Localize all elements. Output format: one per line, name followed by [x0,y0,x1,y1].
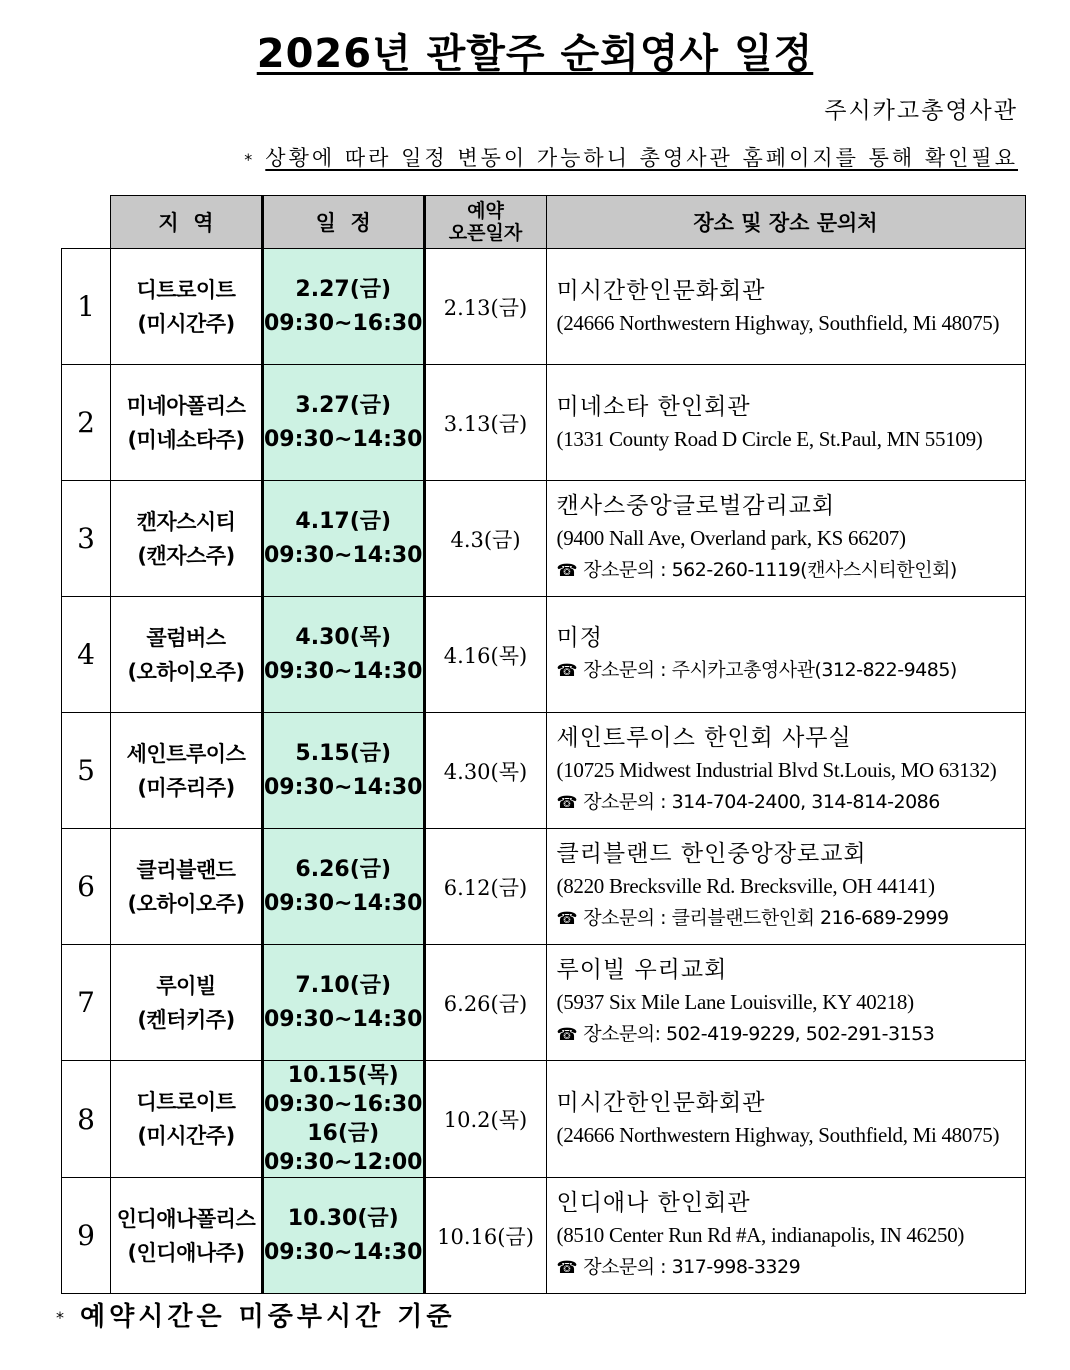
contact-text: 장소문의 : 주시카고총영사관(312-822-9485) [583,659,957,681]
header-blank [62,196,111,249]
region-city: 미네아폴리스 [126,393,246,418]
schedule-cell [263,945,425,1061]
place-name: 루이빌 우리교회 [556,957,728,983]
place-address: (24666 Northwestern Highway, Southfield, Mi 48075) [556,310,1000,335]
schedule-line: 09:30~14:30 [264,1006,423,1032]
schedule-line: 09:30~16:30 [264,1092,423,1117]
notice [244,142,1018,172]
header-schedule: 일 정 [263,196,425,249]
place-address: (9400 Nall Ave, Overland park, KS 66207) [556,526,906,550]
region-city: 루이빌 [156,973,216,998]
schedule-line: 09:30~14:30 [264,890,423,916]
place-contact [557,902,1025,935]
schedule-line: 09:30~14:30 [264,426,423,452]
place-address: (10725 Midwest Industrial Blvd St.Louis, MO 63132) [556,758,997,782]
table-row [62,365,1026,481]
schedule-cell [263,597,425,713]
title-text: 2026년 관할주 순회영사 일정 [256,31,814,77]
table-row [62,597,1026,713]
place-address: (8510 Center Run Rd #A, indianapolis, IN 46250) [556,1223,965,1247]
place-cell [546,249,1025,365]
contact-text: 장소문의 : 562-260-1119(캔사스시티한인회) [583,559,957,581]
place-name: 인디애나 한인회관 [556,1190,751,1216]
header-open-line1: 예약 [467,200,504,222]
region-state: (오하이오주) [127,891,245,916]
contact-text: 장소문의: 502-419-9229, 502-291-3153 [583,1023,935,1045]
schedule-line: 7.10(금) [295,972,392,998]
region-state: (미네소타주) [127,427,245,452]
place-contact [557,654,1025,687]
region-city: 디트로이트 [136,277,236,302]
region-cell [111,597,263,713]
schedule-cell [263,365,425,481]
place-address: (1331 County Road D Circle E, St.Paul, MN 55109) [556,426,983,451]
schedule-cell [263,1061,425,1178]
telephone-icon: ☎ [556,1258,578,1278]
region-city: 인디애나폴리스 [116,1206,256,1231]
asterisk-icon: * [56,1308,68,1327]
schedule-line: 09:30~14:30 [264,774,423,800]
place-contact [557,1018,1025,1051]
row-number: 1 [62,249,111,365]
place-address: (24666 Northwestern Highway, Southfield, Mi 48075) [556,1123,1000,1147]
place-cell [546,1178,1025,1294]
telephone-icon: ☎ [556,561,578,581]
row-number: 5 [62,713,111,829]
footnote [56,1296,456,1333]
place-name: 미정 [556,625,603,651]
place-name: 캔사스중앙글로벌감리교회 [556,493,836,519]
schedule-line: 09:30~14:30 [264,542,423,568]
region-state: (오하이오주) [127,659,245,684]
region-cell [111,365,263,481]
schedule-line: 10.15(목) [287,1063,399,1088]
table-row [62,945,1026,1061]
page-title [0,22,1070,79]
place-cell [546,829,1025,945]
row-number: 2 [62,365,111,481]
row-number: 6 [62,829,111,945]
schedule-cell [263,481,425,597]
region-state: (미시간주) [137,311,235,336]
table-row [62,1061,1026,1178]
place-cell [546,1061,1025,1178]
telephone-icon: ☎ [556,909,578,929]
region-cell [111,481,263,597]
open-date-cell: 3.13(금) [424,365,546,481]
schedule-line: 09:30~14:30 [264,1239,423,1265]
table-row [62,481,1026,597]
contact-text: 장소문의 : 314-704-2400, 314-814-2086 [583,791,940,813]
region-state: (인디애나주) [127,1240,245,1265]
telephone-icon: ☎ [556,661,578,681]
place-cell [546,945,1025,1061]
telephone-icon: ☎ [556,793,578,813]
place-name: 세인트루이스 한인회 사무실 [556,725,852,751]
region-state: (캔자스주) [137,543,235,568]
open-date-cell: 6.12(금) [424,829,546,945]
region-cell [111,1061,263,1178]
place-name: 미시간한인문화회관 [556,277,766,304]
region-cell [111,713,263,829]
region-city: 세인트루이스 [126,741,246,766]
schedule-line: 3.27(금) [295,392,392,418]
place-cell [546,597,1025,713]
region-cell [111,249,263,365]
place-contact [557,786,1025,819]
region-city: 콜럼버스 [146,625,226,650]
schedule-line: 5.15(금) [295,740,392,766]
row-number: 8 [62,1061,111,1178]
place-address: (5937 Six Mile Lane Louisville, KY 40218) [556,990,914,1014]
place-cell [546,713,1025,829]
schedule-line: 2.27(금) [295,276,392,302]
region-state: (미시간주) [137,1124,235,1148]
open-date-cell: 10.16(금) [424,1178,546,1294]
open-date-cell: 10.2(목) [424,1061,546,1178]
schedule-line: 6.26(금) [295,856,392,882]
region-city: 클리블랜드 [136,857,236,882]
schedule-line: 10.30(금) [287,1205,399,1231]
open-date-cell: 4.3(금) [424,481,546,597]
schedule-line: 16(금) [307,1121,380,1146]
schedule-cell [263,249,425,365]
header-row [62,196,1026,249]
place-contact [557,1251,1025,1284]
schedule-line: 09:30~16:30 [264,310,423,336]
notice-text: 상황에 따라 일정 변동이 가능하니 총영사관 홈페이지를 통해 확인필요 [265,146,1018,170]
schedule-cell [263,829,425,945]
row-number: 9 [62,1178,111,1294]
place-cell [546,365,1025,481]
table-row [62,1178,1026,1294]
schedule-line: 4.30(목) [295,624,392,650]
header-open-date [424,196,546,249]
telephone-icon: ☎ [556,1025,578,1045]
place-name: 미네소타 한인회관 [556,393,751,420]
region-cell [111,829,263,945]
table-row [62,249,1026,365]
schedule-line: 4.17(금) [295,508,392,534]
row-number: 3 [62,481,111,597]
region-cell [111,945,263,1061]
place-name: 클리블랜드 한인중앙장로교회 [556,841,867,867]
open-date-cell: 4.16(목) [424,597,546,713]
table-row [62,829,1026,945]
region-state: (켄터키주) [137,1007,235,1032]
header-place: 장소 및 장소 문의처 [546,196,1025,249]
region-state: (미주리주) [137,775,235,800]
row-number: 7 [62,945,111,1061]
region-city: 디트로이트 [136,1090,236,1114]
schedule-table [61,195,1026,1294]
place-name: 미시간한인문화회관 [556,1090,766,1116]
schedule-cell [263,1178,425,1294]
place-contact [557,554,1025,587]
place-address: (8220 Brecksville Rd. Brecksville, OH 44141) [556,874,935,898]
schedule-line: 09:30~14:30 [264,658,423,684]
row-number: 4 [62,597,111,713]
organization-name: 주시카고총영사관 [824,98,1018,124]
footnote-text: 예약시간은 미중부시간 기준 [80,1302,456,1332]
open-date-cell: 6.26(금) [424,945,546,1061]
open-date-cell: 2.13(금) [424,249,546,365]
region-cell [111,1178,263,1294]
header-open-line2: 오픈일자 [448,222,523,244]
table-row [62,713,1026,829]
open-date-cell: 4.30(목) [424,713,546,829]
contact-text: 장소문의 : 317-998-3329 [583,1256,801,1278]
schedule-cell [263,713,425,829]
region-city: 캔자스시티 [136,509,236,534]
asterisk-icon: * [244,149,256,169]
header-region: 지 역 [111,196,263,249]
schedule-line: 09:30~12:00 [264,1150,423,1175]
contact-text: 장소문의 : 클리블랜드한인회 216-689-2999 [583,907,949,929]
place-cell [546,481,1025,597]
